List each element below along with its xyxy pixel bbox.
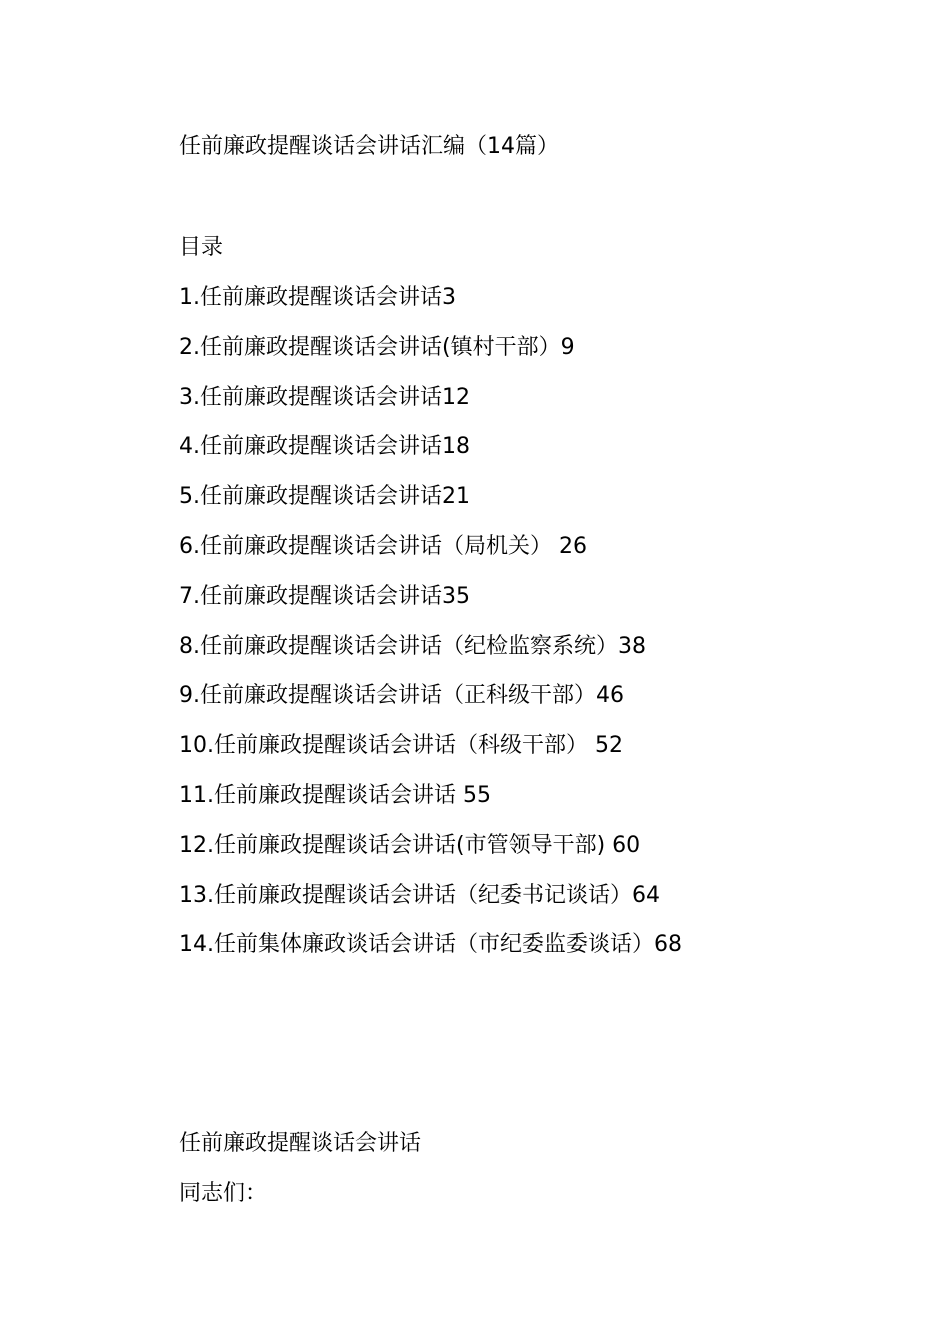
toc-item-13[interactable]: 13.任前廉政提醒谈话会讲话（纪委书记谈话）64: [179, 882, 660, 908]
toc-item-5[interactable]: 5.任前廉政提醒谈话会讲话21: [179, 484, 470, 510]
document-title: 任前廉政提醒谈话会讲话汇编（14篇）: [179, 134, 559, 159]
toc-item-4[interactable]: 4.任前廉政提醒谈话会讲话18: [179, 434, 470, 460]
toc-item-14[interactable]: 14.任前集体廉政谈话会讲话（市纪委监委谈话）68: [179, 932, 682, 958]
toc-item-1[interactable]: 1.任前廉政提醒谈话会讲话3: [179, 285, 456, 310]
table-of-contents: [179, 281, 682, 978]
toc-item-2[interactable]: 2.任前廉政提醒谈话会讲话(镇村干部）9: [179, 334, 575, 360]
section-title: 任前廉政提醒谈话会讲话: [179, 1131, 422, 1156]
toc-heading: 目录: [179, 235, 224, 260]
toc-item-11[interactable]: 11.任前廉政提醒谈话会讲话 55: [179, 782, 491, 808]
toc-item-6[interactable]: 6.任前廉政提醒谈话会讲话（局机关） 26: [179, 533, 587, 559]
salutation: 同志们：: [179, 1181, 268, 1206]
toc-item-10[interactable]: 10.任前廉政提醒谈话会讲话（科级干部） 52: [179, 733, 623, 759]
toc-item-3[interactable]: 3.任前廉政提醒谈话会讲话12: [179, 384, 470, 410]
toc-item-7[interactable]: 7.任前廉政提醒谈话会讲话35: [179, 583, 470, 609]
toc-item-8[interactable]: 8.任前廉政提醒谈话会讲话（纪检监察系统）38: [179, 633, 646, 659]
toc-item-12[interactable]: 12.任前廉政提醒谈话会讲话(市管领导干部) 60: [179, 832, 641, 858]
toc-item-9[interactable]: 9.任前廉政提醒谈话会讲话（正科级干部）46: [179, 683, 624, 709]
